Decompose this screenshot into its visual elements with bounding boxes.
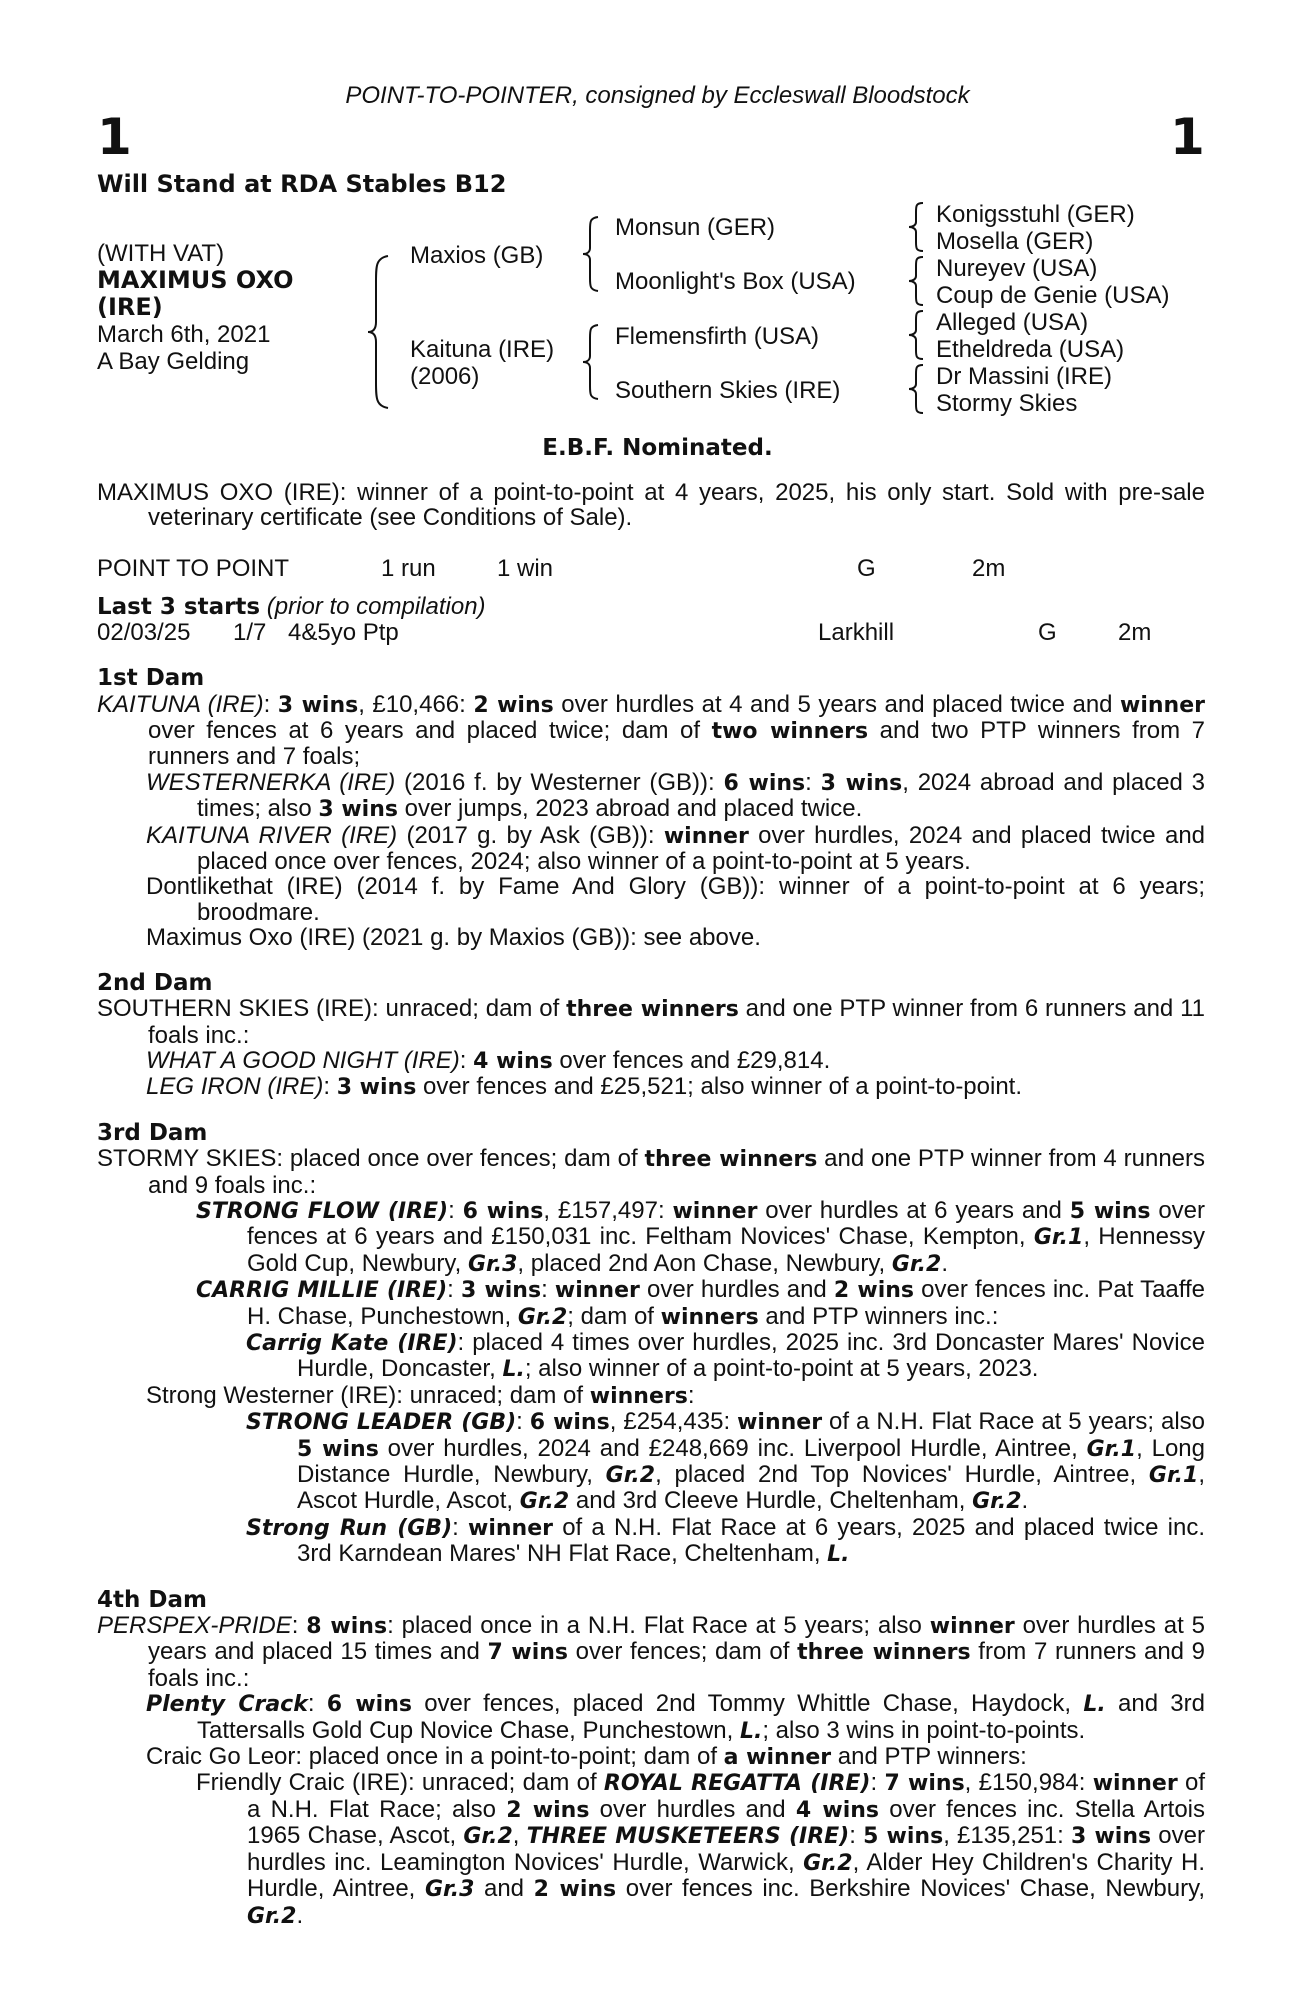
fourth-dam-heading: 4th Dam	[97, 1586, 207, 1613]
last3-position: 1/7	[233, 619, 267, 647]
horse-name-suffix: (IRE)	[97, 293, 163, 321]
p2p-label: POINT TO POINT	[97, 554, 290, 582]
second-dam-heading: 2nd Dam	[97, 969, 213, 996]
pedigree-brace-g4	[905, 362, 927, 416]
foaling-date: March 6th, 2021	[97, 321, 271, 348]
p2p-going: G	[857, 554, 876, 582]
vat-note: (WITH VAT)	[97, 240, 225, 267]
pedigree-brace-g1	[905, 200, 927, 254]
gen3-8: Stormy Skies	[936, 390, 1078, 417]
horse-description: A Bay Gelding	[97, 348, 250, 375]
sire-sire: Monsun (GER)	[615, 214, 776, 241]
sire-dam: Moonlight's Box (USA)	[615, 268, 856, 295]
dam-year: (2006)	[410, 363, 480, 390]
horse-info	[97, 240, 294, 375]
dam-sire: Flemensfirth (USA)	[615, 323, 820, 350]
fourth-dam-section: PERSPEX-PRIDE: 8 wins: placed once in a N.H. Flat Race at 5 years; also winner over hurdles at 5 years and placed 15 times and 7 wins over fences; dam of three winners from 7 runners and 9 foals inc.: Plenty Crack: 6 wins over fences, placed 2nd Tommy Whittle Chase, Haydock, L. and 3rd Tattersalls Gold Cup Novice Chase, Punchestown, L.; also 3 wins in point-to-points. Craic Go Leor: placed once in a point-to-point; dam of a winner and PTP winners: Friendly Craic (IRE): unraced; dam of ROYAL REGATTA (IRE): 7 wins, £150,984: winner of a N.H. Flat Race; also 2 wins over hurdles and 4 wins over fences inc. Stella Artois 1965 Chase, Ascot, Gr.2, THREE MUSKETEERS (IRE): 5 wins, £135,251: 3 wins over hurdles inc. Leamington Novices' Hurdle, Warwick, Gr.2, Alder Hey Children's Charity H. Hurdle, Aintree, Gr.3 and 2 wins over fences inc. Berkshire Novices' Chase, Newbury, Gr.2.	[97, 1612, 1206, 1929]
p2p-record	[97, 556, 1205, 582]
gen3-5: Alleged (USA)	[936, 309, 1089, 336]
gen3-6: Etheldreda (USA)	[936, 336, 1125, 363]
stable-location: Will Stand at RDA Stables B12	[97, 170, 507, 198]
third-dam-section: STORMY SKIES: placed once over fences; dam of three winners and one PTP winner from 4 runners and 9 foals inc.: STRONG FLOW (IRE): 6 wins, £157,497: winner over hurdles at 6 years and 5 wins over fences at 6 years and £150,031 inc. Feltham Novices' Chase, Kempton, Gr.1, Hennessy Gold Cup, Newbury, Gr.3, placed 2nd Aon Chase, Newbury, Gr.2. CARRIG MILLIE (IRE): 3 wins: winner over hurdles and 2 wins over fences inc. Pat Taaffe H. Chase, Punchestown, Gr.2; dam of winners and PTP winners inc.: Carrig Kate (IRE): placed 4 times over hurdles, 2025 inc. 3rd Doncaster Mares' Novice Hurdle, Doncaster, L.; also winner of a point-to-point at 5 years, 2023. Strong Westerner (IRE): unraced; dam of winners: STRONG LEADER (GB): 6 wins, £254,435: winner of a N.H. Flat Race at 5 years; also 5 wins over hurdles, 2024 and £248,669 inc. Liverpool Hurdle, Aintree, Gr.1, Long Distance Hurdle, Newbury, Gr.2, placed 2nd Top Novices' Hurdle, Aintree, Gr.1, Ascot Hurdle, Ascot, Gr.2 and 3rd Cleeve Hurdle, Cheltenham, Gr.2. Strong Run (GB): winner of a N.H. Flat Race at 6 years, 2025 and placed twice inc. 3rd Karndean Mares' NH Flat Race, Cheltenham, L.	[97, 1145, 1206, 1568]
gen3-2: Mosella (GER)	[936, 228, 1094, 255]
catalogue-body	[97, 480, 1205, 1929]
last3-date: 02/03/25	[97, 619, 191, 647]
pedigree-brace-g2	[905, 254, 927, 308]
horse-name: MAXIMUS OXO	[97, 266, 294, 294]
gen3-3: Nureyev (USA)	[936, 255, 1098, 282]
p2p-distance: 2m	[972, 554, 1006, 582]
pedigree-brace-dam	[580, 322, 602, 402]
ebf-nomination: E.B.F. Nominated.	[542, 435, 773, 461]
dam: Kaituna (IRE)	[410, 336, 555, 363]
last3-race: 4&5yo Ptp	[288, 619, 399, 647]
sire: Maxios (GB)	[410, 242, 544, 269]
pedigree-brace-sire	[580, 214, 602, 294]
last3-distance: 2m	[1118, 619, 1152, 647]
first-dam-heading: 1st Dam	[97, 665, 205, 692]
second-dam-section: SOUTHERN SKIES (IRE): unraced; dam of three winners and one PTP winner from 6 runners and 11 foals inc.: WHAT A GOOD NIGHT (IRE): 4 wins over fences and £29,814. LEG IRON (IRE): 3 wins over fences and £25,521; also winner of a point-to-point.	[97, 995, 1206, 1101]
gen3-7: Dr Massini (IRE)	[936, 363, 1113, 390]
last3-course: Larkhill	[818, 619, 895, 647]
p2p-wins: 1 win	[497, 554, 554, 582]
gen3-1: Konigsstuhl (GER)	[936, 201, 1135, 228]
dam-dam: Southern Skies (IRE)	[615, 377, 841, 404]
gen3-4: Coup de Genie (USA)	[936, 282, 1170, 309]
last3-going: G	[1038, 619, 1057, 647]
pedigree-brace-main	[366, 252, 396, 412]
lot-number-left: 1	[97, 108, 132, 166]
first-dam-section: KAITUNA (IRE): 3 wins, £10,466: 2 wins over hurdles at 4 and 5 years and placed twice and winner over fences at 6 years and placed twice; dam of two winners and two PTP winners from 7 runners and 7 foals; WESTERNERKA (IRE) (2016 f. by Westerner (GB)): 6 wins: 3 wins, 2024 abroad and placed 3 times; also 3 wins over jumps, 2023 abroad and placed twice. KAITUNA RIVER (IRE) (2017 g. by Ask (GB)): winner over hurdles, 2024 and placed twice and placed once over fences, 2024; also winner of a point-to-point at 5 years. Dontlikethat (IRE) (2014 f. by Fame And Glory (GB)): winner of a point-to-point at 6 years; broodmare. Maximus Oxo (IRE) (2021 g. by Maxios (GB)): see above.	[97, 690, 1206, 952]
consignor-line: POINT-TO-POINTER, consigned by Eccleswall Bloodstock	[345, 82, 970, 109]
horse-summary: MAXIMUS OXO (IRE): winner of a point-to-point at 4 years, 2025, his only start. Sold with pre-sale veterinary certificate (see Conditions of Sale).	[97, 479, 1205, 532]
third-dam-heading: 3rd Dam	[97, 1119, 208, 1146]
lot-number-right: 1	[1170, 108, 1205, 166]
p2p-runs: 1 run	[381, 554, 436, 582]
pedigree-brace-g3	[905, 308, 927, 362]
last3-row	[97, 620, 1205, 646]
last3-heading: Last 3 starts (prior to compilation)	[97, 592, 486, 620]
